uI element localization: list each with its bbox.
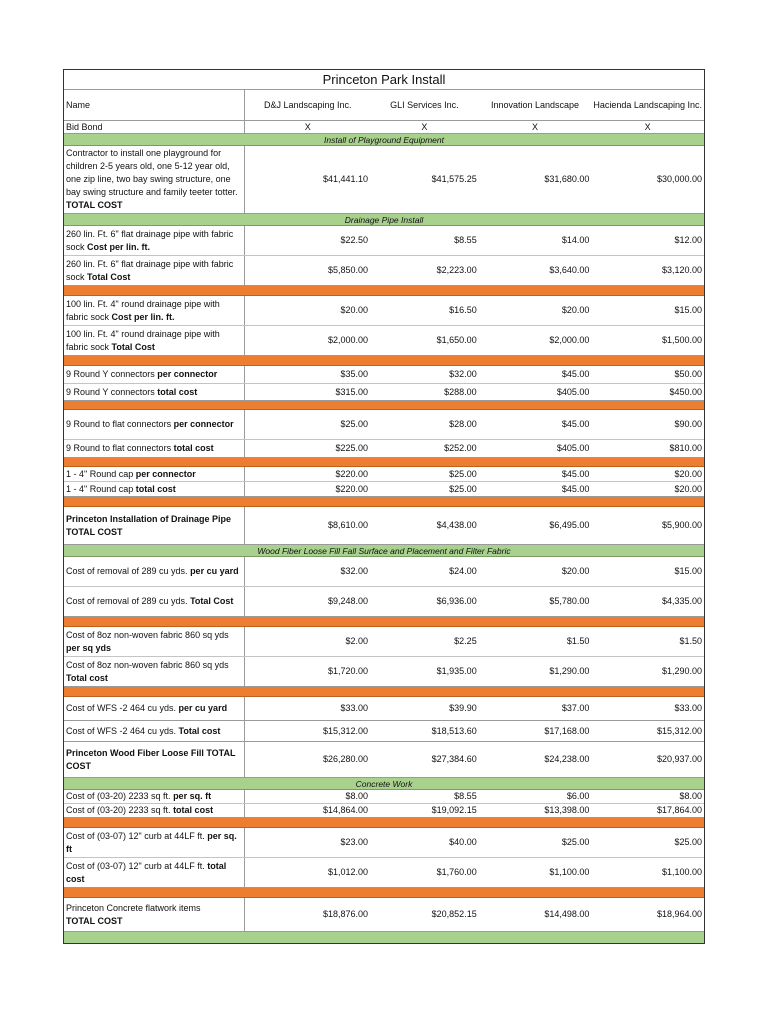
- section-header-concrete: [64, 778, 704, 790]
- item-label: [64, 366, 245, 383]
- cell-value: $25.00: [561, 837, 590, 847]
- item-label: [64, 587, 245, 616]
- cell-value: $225.00: [335, 443, 369, 453]
- cell-value: $14.00: [561, 235, 590, 245]
- item-label: [64, 858, 245, 887]
- cell-value: $15.00: [674, 305, 703, 315]
- cell-value: $37.00: [561, 703, 590, 713]
- separator-bar: [64, 458, 704, 467]
- round-cap-group: [64, 467, 704, 497]
- item-desc-bold: per cu yard: [190, 566, 239, 576]
- cell-value: $90.00: [674, 419, 703, 429]
- item-desc-bold: total cost: [66, 860, 227, 884]
- cell-value: $16.50: [449, 305, 477, 315]
- section-title: Install of Playground Equipment: [323, 134, 445, 145]
- item-desc: Cost of (03-20) 2233 sq ft.: [66, 805, 174, 815]
- item-desc: 9 Round Y connectors: [66, 386, 158, 397]
- item-desc-bold: total cost: [135, 483, 176, 494]
- item-desc: Contractor to install one playground for children 2-5 years old, one 5-12 year old, one zip line, two bay swing structure, one bay swing structure and family teeter totter.: [66, 148, 238, 197]
- cell-value: $1.50: [566, 636, 590, 646]
- item-desc: Cost of WFS -2 464 cu yds.: [66, 703, 179, 713]
- item-desc-bold: per connector: [157, 369, 218, 379]
- item-desc-bold: Total cost: [66, 672, 108, 683]
- cell-value: $19,092.15: [431, 805, 477, 815]
- cell-value: $20.00: [674, 483, 703, 494]
- bid-bond-value: X: [304, 121, 311, 132]
- cell-value: $405.00: [556, 443, 590, 453]
- item-label: [64, 790, 245, 803]
- cell-value: $26,280.00: [323, 754, 369, 764]
- item-label: [64, 226, 245, 255]
- item-desc: 9 Round Y connectors: [66, 369, 158, 379]
- bid-bond-value: X: [644, 121, 651, 132]
- item-label: [64, 296, 245, 325]
- section-title: Drainage Pipe Install: [344, 214, 424, 225]
- item-desc: 100 lin. Ft. 4" round drainage pipe with fabric sock: [66, 298, 220, 322]
- item-label: [64, 440, 245, 457]
- cell-value: $25.00: [449, 483, 477, 494]
- item-label: [64, 804, 245, 817]
- item-desc-bold: Total Cost: [111, 341, 155, 352]
- cell-value: $5,780.00: [549, 596, 590, 606]
- cell-value: $8.00: [345, 791, 369, 801]
- cell-value: $1.50: [679, 636, 703, 646]
- item-desc-bold: per connector: [135, 468, 196, 479]
- header-name-label: Name: [64, 90, 245, 120]
- title-text: Princeton Park Install: [322, 72, 446, 87]
- item-desc: Cost of (03-07) 12" curb at 44LF ft.: [66, 860, 208, 871]
- cell-value: $41,575.25: [431, 174, 477, 184]
- cell-value: $8.55: [454, 235, 477, 245]
- sheet-title: [64, 70, 704, 90]
- item-desc-bold: Princeton Wood Fiber Loose Fill TOTAL COST: [66, 747, 236, 771]
- item-desc: Cost of (03-07) 12" curb at 44LF ft.: [66, 830, 208, 841]
- item-label: [64, 256, 245, 285]
- cell-value: $45.00: [561, 369, 590, 379]
- cell-value: $1,100.00: [661, 867, 703, 877]
- item-desc-bold: Cost per lin. ft.: [87, 241, 151, 252]
- item-desc-bold: Princeton Installation of Drainage Pipe TOTAL COST: [66, 513, 232, 537]
- header-col-gli: GLI Services Inc.: [390, 99, 459, 110]
- cell-value: $1,720.00: [328, 666, 369, 676]
- item-desc-bold: Total Cost: [87, 271, 131, 282]
- cell-value: $2.00: [345, 636, 369, 646]
- fabric-unit-row: [64, 627, 704, 656]
- item-label: [64, 507, 245, 544]
- y-total-row: [64, 383, 704, 400]
- section-header-drainage: [64, 214, 704, 226]
- item-label: [64, 697, 245, 720]
- item-label: [64, 627, 245, 656]
- cap-unit-row: [64, 467, 704, 481]
- pipe6-group: [64, 226, 704, 286]
- cell-value: $30,000.00: [656, 174, 703, 184]
- bid-bond-label: Bid Bond: [64, 121, 245, 133]
- item-desc: 260 lin. Ft. 6" flat drainage pipe with fabric sock: [66, 228, 234, 252]
- header-col-innovation: Innovation Landscape: [490, 99, 580, 110]
- item-desc-bold: per sq yds: [66, 642, 112, 653]
- pipe6-total-row: [64, 255, 704, 285]
- item-desc-bold: Cost per lin. ft.: [111, 311, 175, 322]
- cell-value: $25.00: [674, 837, 703, 847]
- cell-value: $1,100.00: [549, 867, 590, 877]
- item-label: [64, 410, 245, 439]
- separator-bar: [64, 818, 704, 828]
- cell-value: $4,438.00: [436, 520, 477, 530]
- wood-fiber-total-row: [64, 742, 704, 778]
- cell-value: $40.00: [449, 837, 477, 847]
- fabric-group: [64, 627, 704, 687]
- cell-value: $22.50: [340, 235, 369, 245]
- cell-value: $18,513.60: [431, 725, 477, 736]
- item-label: [64, 384, 245, 400]
- item-desc: 100 lin. Ft. 4" round drainage pipe with fabric sock: [66, 328, 220, 352]
- cell-value: $8.00: [679, 791, 703, 801]
- cell-value: $15,312.00: [656, 725, 703, 736]
- cell-value: $220.00: [335, 468, 369, 479]
- cell-value: $1,012.00: [328, 867, 369, 877]
- cell-value: $33.00: [674, 703, 703, 713]
- cell-value: $28.00: [449, 419, 477, 429]
- cell-value: $32.00: [340, 566, 369, 576]
- flat-connector-group: [64, 410, 704, 458]
- cell-value: $25.00: [340, 419, 369, 429]
- item-label: [64, 482, 245, 496]
- item-desc: Cost of 8oz non-woven fabric 860 sq yds: [66, 629, 229, 640]
- item-desc-bold: per sq. ft: [173, 791, 212, 801]
- cell-value: $45.00: [561, 483, 590, 494]
- section-title: Wood Fiber Loose Fill Fall Surface and Placement and Filter Fabric: [257, 545, 511, 556]
- cell-value: $288.00: [444, 386, 477, 397]
- item-desc: Cost of WFS -2 464 cu yds.: [66, 725, 179, 736]
- item-desc: Cost of (03-20) 2233 sq ft.: [66, 791, 174, 801]
- flat-unit-row: [64, 410, 704, 439]
- item-desc-bold: total cost: [173, 443, 214, 453]
- cell-value: $1,760.00: [436, 867, 477, 877]
- item-label: [64, 557, 245, 586]
- item-label: [64, 146, 245, 213]
- item-label: [64, 326, 245, 355]
- item-label: [64, 721, 245, 741]
- header-col-dj: D&J Landscaping Inc.: [263, 99, 352, 110]
- item-desc-bold: TOTAL COST: [66, 200, 123, 210]
- removal-total-row: [64, 586, 704, 616]
- cell-value: $6.00: [566, 791, 590, 801]
- item-desc-bold: per cu yard: [178, 703, 228, 713]
- cell-value: $35.00: [340, 369, 369, 379]
- c07-unit-row: [64, 828, 704, 857]
- cell-value: $3,120.00: [661, 265, 703, 275]
- item-desc: 9 Round to flat connectors: [66, 443, 174, 453]
- separator-bar: [64, 687, 704, 697]
- cell-value: $2,000.00: [328, 335, 369, 345]
- cap-total-row: [64, 481, 704, 496]
- cell-value: $25.00: [449, 468, 477, 479]
- item-label: [64, 657, 245, 686]
- section-header-wood-fiber: [64, 545, 704, 557]
- cell-value: $15.00: [674, 566, 703, 576]
- cell-value: $24,238.00: [544, 754, 590, 764]
- c07-total-row: [64, 857, 704, 887]
- cell-value: $18,876.00: [323, 909, 369, 919]
- c20-unit-row: [64, 790, 704, 803]
- wfs-unit-row: [64, 697, 704, 721]
- concrete-total-row: [64, 898, 704, 932]
- cell-value: $41,441.10: [323, 174, 369, 184]
- section-title: Concrete Work: [355, 778, 413, 789]
- cell-value: $45.00: [561, 419, 590, 429]
- item-label: [64, 828, 245, 857]
- item-desc-bold: per connector: [173, 419, 234, 429]
- cell-value: $8,610.00: [328, 520, 369, 530]
- cell-value: $20,937.00: [656, 754, 703, 764]
- cell-value: $13,398.00: [544, 805, 590, 815]
- item-desc: 260 lin. Ft. 6" flat drainage pipe with fabric sock: [66, 258, 234, 282]
- cell-value: $4,335.00: [661, 596, 703, 606]
- cell-value: $12.00: [674, 235, 703, 245]
- cell-value: $1,500.00: [661, 335, 703, 345]
- wfs-total-row: [64, 721, 704, 742]
- item-label: [64, 898, 245, 931]
- cell-value: $14,864.00: [323, 805, 369, 815]
- y-unit-row: [64, 366, 704, 383]
- cell-value: $17,168.00: [544, 725, 590, 736]
- cell-value: $15,312.00: [323, 725, 369, 736]
- cell-value: $2.25: [454, 636, 477, 646]
- pipe4-total-row: [64, 325, 704, 355]
- removal-group: [64, 557, 704, 617]
- cell-value: $27,384.60: [431, 754, 477, 764]
- cell-value: $405.00: [556, 386, 590, 397]
- cell-value: $450.00: [669, 386, 703, 397]
- cell-value: $6,495.00: [549, 520, 590, 530]
- bid-tabulation-sheet: [63, 69, 705, 944]
- cell-value: $6,936.00: [436, 596, 477, 606]
- cell-value: $252.00: [444, 443, 477, 453]
- cell-value: $3,640.00: [549, 265, 590, 275]
- cell-value: $20.00: [674, 468, 703, 479]
- cell-value: $1,935.00: [436, 666, 477, 676]
- pipe4-group: [64, 296, 704, 356]
- concrete-0307-group: [64, 828, 704, 888]
- cell-value: $32.00: [449, 369, 477, 379]
- separator-bar: [64, 497, 704, 507]
- cell-value: $31,680.00: [544, 174, 590, 184]
- item-desc: 1 - 4" Round cap: [66, 483, 136, 494]
- drainage-total-row: [64, 507, 704, 545]
- footer-bar: [64, 932, 704, 943]
- cell-value: $1,650.00: [436, 335, 477, 345]
- cell-value: $20,852.15: [431, 909, 477, 919]
- concrete-0320-group: [64, 790, 704, 818]
- item-desc: Cost of 8oz non-woven fabric 860 sq yds: [66, 659, 229, 670]
- item-desc-bold: total cost: [157, 386, 198, 397]
- cell-value: $2,223.00: [436, 265, 477, 275]
- item-desc: Princeton Concrete flatwork items: [66, 902, 201, 913]
- separator-bar: [64, 401, 704, 410]
- bid-bond-value: X: [421, 121, 428, 132]
- pipe6-unit-row: [64, 226, 704, 255]
- cell-value: $9,248.00: [328, 596, 369, 606]
- cell-value: $50.00: [674, 369, 703, 379]
- bid-bond-value: X: [532, 121, 539, 132]
- separator-bar: [64, 888, 704, 898]
- separator-bar: [64, 356, 704, 366]
- y-connector-group: [64, 366, 704, 401]
- item-desc-bold: per sq. ft: [66, 830, 237, 854]
- cell-value: $20.00: [561, 566, 590, 576]
- cell-value: $1,290.00: [549, 666, 590, 676]
- cell-value: $1,290.00: [661, 666, 703, 676]
- bid-bond-row: [64, 121, 704, 134]
- fabric-total-row: [64, 656, 704, 686]
- removal-unit-row: [64, 557, 704, 586]
- cell-value: $18,964.00: [656, 909, 703, 919]
- section-header-playground: [64, 134, 704, 146]
- cell-value: $20.00: [340, 305, 369, 315]
- separator-bar: [64, 617, 704, 627]
- playground-row: [64, 146, 704, 214]
- item-desc: 9 Round to flat connectors: [66, 419, 174, 429]
- cell-value: $2,000.00: [549, 335, 590, 345]
- flat-total-row: [64, 439, 704, 457]
- item-label: [64, 742, 245, 777]
- item-desc-bold: Total Cost: [190, 596, 234, 606]
- cell-value: $8.55: [454, 791, 477, 801]
- cell-value: $14,498.00: [544, 909, 590, 919]
- cell-value: $23.00: [340, 837, 369, 847]
- cell-value: $20.00: [561, 305, 590, 315]
- item-desc-bold: TOTAL COST: [66, 915, 123, 926]
- cell-value: $315.00: [335, 386, 369, 397]
- cell-value: $39.90: [449, 703, 477, 713]
- cell-value: $17,864.00: [656, 805, 703, 815]
- cell-value: $45.00: [561, 468, 590, 479]
- cell-value: $810.00: [669, 443, 703, 453]
- item-desc-bold: total cost: [173, 805, 214, 815]
- cell-value: $5,850.00: [328, 265, 369, 275]
- item-desc: Cost of removal of 289 cu yds.: [66, 566, 191, 576]
- separator-bar: [64, 286, 704, 296]
- header-row: [64, 90, 704, 121]
- pipe4-unit-row: [64, 296, 704, 325]
- cell-value: $33.00: [340, 703, 369, 713]
- c20-total-row: [64, 803, 704, 817]
- item-desc: 1 - 4" Round cap: [66, 468, 136, 479]
- cell-value: $5,900.00: [661, 520, 703, 530]
- cell-value: $220.00: [335, 483, 369, 494]
- item-desc-bold: Total cost: [178, 725, 221, 736]
- cell-value: $24.00: [449, 566, 477, 576]
- header-col-hacienda: Hacienda Landscaping Inc.: [593, 99, 702, 110]
- item-desc: Cost of removal of 289 cu yds.: [66, 596, 191, 606]
- item-label: [64, 467, 245, 481]
